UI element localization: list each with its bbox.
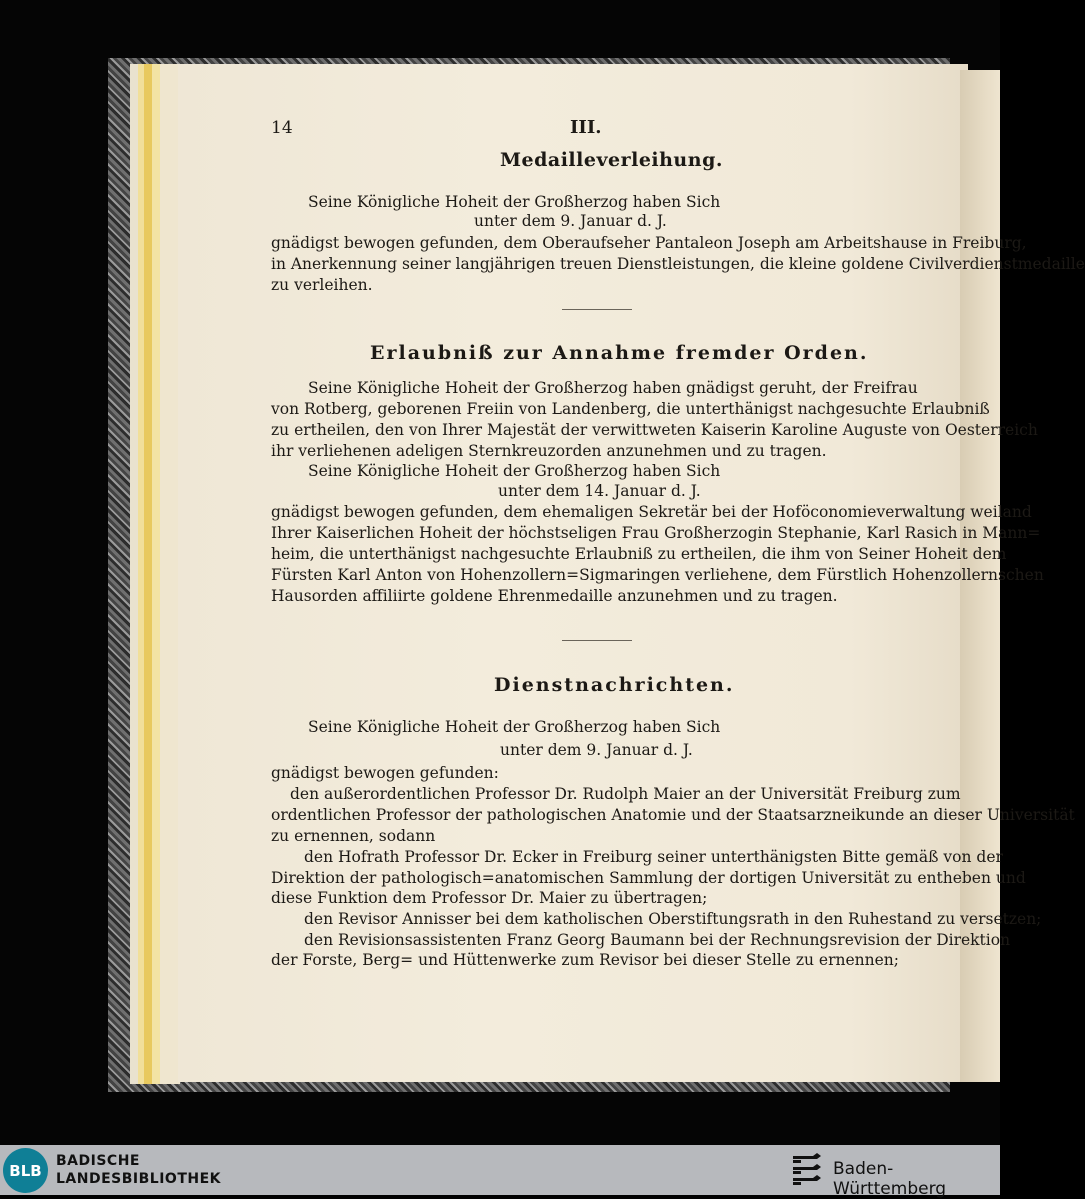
issue-number: III. xyxy=(570,117,602,138)
text-line: diese Funktion dem Professor Dr. Maier zu übertragen; xyxy=(271,889,708,907)
library-name-line2: LANDESBIBLIOTHEK xyxy=(56,1171,222,1187)
blb-logo-badge[interactable]: BLB xyxy=(3,1148,48,1193)
text-line: gnädigst bewogen gefunden, dem Oberaufseher Pantaleon Joseph am Arbeitshause in Freiburg, xyxy=(271,234,1027,252)
text-line: Seine Königliche Hoheit der Großherzog haben Sich xyxy=(308,193,721,211)
text-line: Direktion der pathologisch=anatomischen Sammlung der dortigen Universität zu entheben und xyxy=(271,869,1026,887)
text-line: der Forste, Berg= und Hüttenwerke zum Revisor bei dieser Stelle zu ernennen; xyxy=(271,951,900,969)
text-line: Fürsten Karl Anton von Hohenzollern=Sigmaringen verliehene, dem Fürstlich Hohenzollernschen xyxy=(271,566,1044,584)
text-line: unter dem 9. Januar d. J. xyxy=(474,212,667,230)
section-divider xyxy=(562,309,632,310)
library-name-line1: BADISCHE xyxy=(56,1153,140,1169)
text-line: zu ertheilen, den von Ihrer Majestät der verwittweten Kaiserin Karoline Auguste von Oesterreich xyxy=(271,421,1038,439)
text-line: zu verleihen. xyxy=(271,276,373,294)
section-title-service: Dienstnachrichten. xyxy=(494,674,735,696)
text-line: zu ernennen, sodann xyxy=(271,827,436,845)
text-line: unter dem 14. Januar d. J. xyxy=(498,482,701,500)
text-line: den Revisor Annisser bei dem katholischen Oberstiftungsrath in den Ruhestand zu versetzen; xyxy=(304,910,1042,928)
baden-wuerttemberg-lions-icon[interactable] xyxy=(790,1151,824,1189)
text-line: gnädigst bewogen gefunden, dem ehemaligen Sekretär bei der Hoföconomieverwaltung weiland xyxy=(271,503,1032,521)
text-line: den Revisionsassistenten Franz Georg Baumann bei der Rechnungsrevision der Direktion xyxy=(304,931,1011,949)
text-line: Seine Königliche Hoheit der Großherzog haben Sich xyxy=(308,718,721,736)
text-line: Seine Königliche Hoheit der Großherzog haben Sich xyxy=(308,462,721,480)
text-line: unter dem 9. Januar d. J. xyxy=(500,741,693,759)
text-line: ordentlichen Professor der pathologischen Anatomie und der Staatsarzneikunde an dieser Universität xyxy=(271,806,1075,824)
text-line: Hausorden affiliirte goldene Ehrenmedaille anzunehmen und zu tragen. xyxy=(271,587,838,605)
text-line: den außerordentlichen Professor Dr. Rudolph Maier an der Universität Freiburg zum xyxy=(290,785,961,803)
text-line: in Anerkennung seiner langjährigen treuen Dienstleistungen, die kleine goldene Civilverdienstmedaille xyxy=(271,255,1085,273)
state-name: Baden-Württemberg xyxy=(833,1159,947,1199)
section-divider xyxy=(562,640,632,641)
page-number: 14 xyxy=(271,118,293,138)
text-line: von Rotberg, geborenen Freiin von Landenberg, die unterthänigst nachgesuchte Erlaubniß xyxy=(271,400,990,418)
text-line: Seine Königliche Hoheit der Großherzog haben gnädigst geruht, der Freifrau xyxy=(308,379,918,397)
section-title-permission: Erlaubniß zur Annahme fremder Orden. xyxy=(370,342,869,364)
text-line: den Hofrath Professor Dr. Ecker in Freiburg seiner unterthänigsten Bitte gemäß von der xyxy=(304,848,1003,866)
text-line: Ihrer Kaiserlichen Hoheit der höchstseligen Frau Großherzogin Stephanie, Karl Rasich in Mann= xyxy=(271,524,1041,542)
text-line: ihr verliehenen adeligen Sternkreuzorden anzunehmen und zu tragen. xyxy=(271,442,827,460)
page-edges xyxy=(130,64,180,1084)
text-line: heim, die unterthänigst nachgesuchte Erlaubniß zu ertheilen, die ihm von Seiner Hoheit dem xyxy=(271,545,1007,563)
text-line: gnädigst bewogen gefunden: xyxy=(271,764,499,782)
section-title-medal: Medailleverleihung. xyxy=(500,149,723,171)
